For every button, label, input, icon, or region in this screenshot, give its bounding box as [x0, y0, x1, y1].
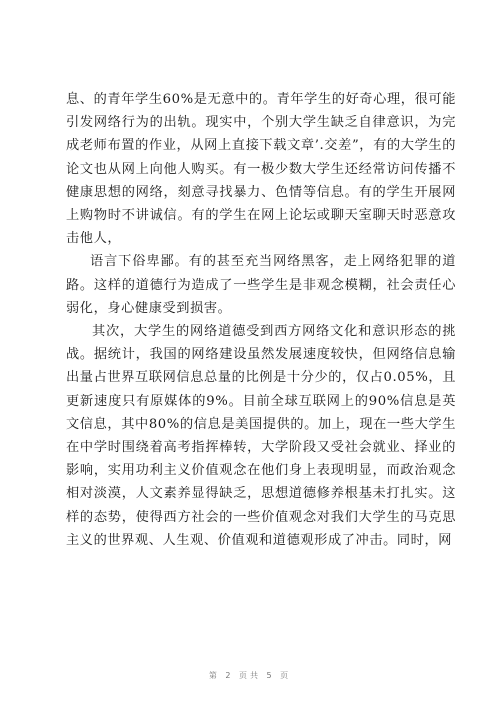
document-body — [66, 88, 456, 552]
paragraph-2: 语言下俗卑鄙。有的甚至充当网络黑客，走上网络犯罪的道路。这样的道德行为造成了一些学生是非观念模糊，社会责任心弱化，身心健康受到损害。 — [66, 254, 456, 316]
paragraph-3: 其次，大学生的网络道德受到西方网络文化和意识形态的挑战。据统计，我国的网络建设虽然发展速度较快，但网络信息输出量占世界互联网信息总量的比例是十分少的，仅占0.05%，且更新速度只有原媒体的9%。目前全球互联网上的90%信息是英文信息，其中80%的信息是美国提供的。加上，现在一些大学生在中学时围绕着高考指挥棒转，大学阶段又受社会就业、择业的影响，实用功利主义价值观念在他们身上表现明显，而政治观念相对淡漠，人文素养显得缺乏，思想道德修养根基未打扎实。这样的态势，使得西方社会的一些价值观念对我们大学生的马克思主义的世界观、人生观、价值观和道德观形成了冲击。同时，网 — [66, 324, 456, 548]
paragraph-1: 息、的青年学生60%是无意中的。青年学生的好奇心理，很可能引发网络行为的出轨。现实中，个别大学生缺乏自律意识，为完成老师布置的作业，从网上直接下载文章’.交差”，有的大学生的论文也从网上向他人购买。有一极少数大学生还经常访问传播不健康思想的网络，刻意寻找暴力、色情等信息。有的学生开展网上购物时不讲诚信。有的学生在网上论坛或聊天室聊天时恶意攻击他人， — [66, 92, 456, 247]
page-number-footer: 第 2 页共 5 页 — [208, 671, 292, 680]
